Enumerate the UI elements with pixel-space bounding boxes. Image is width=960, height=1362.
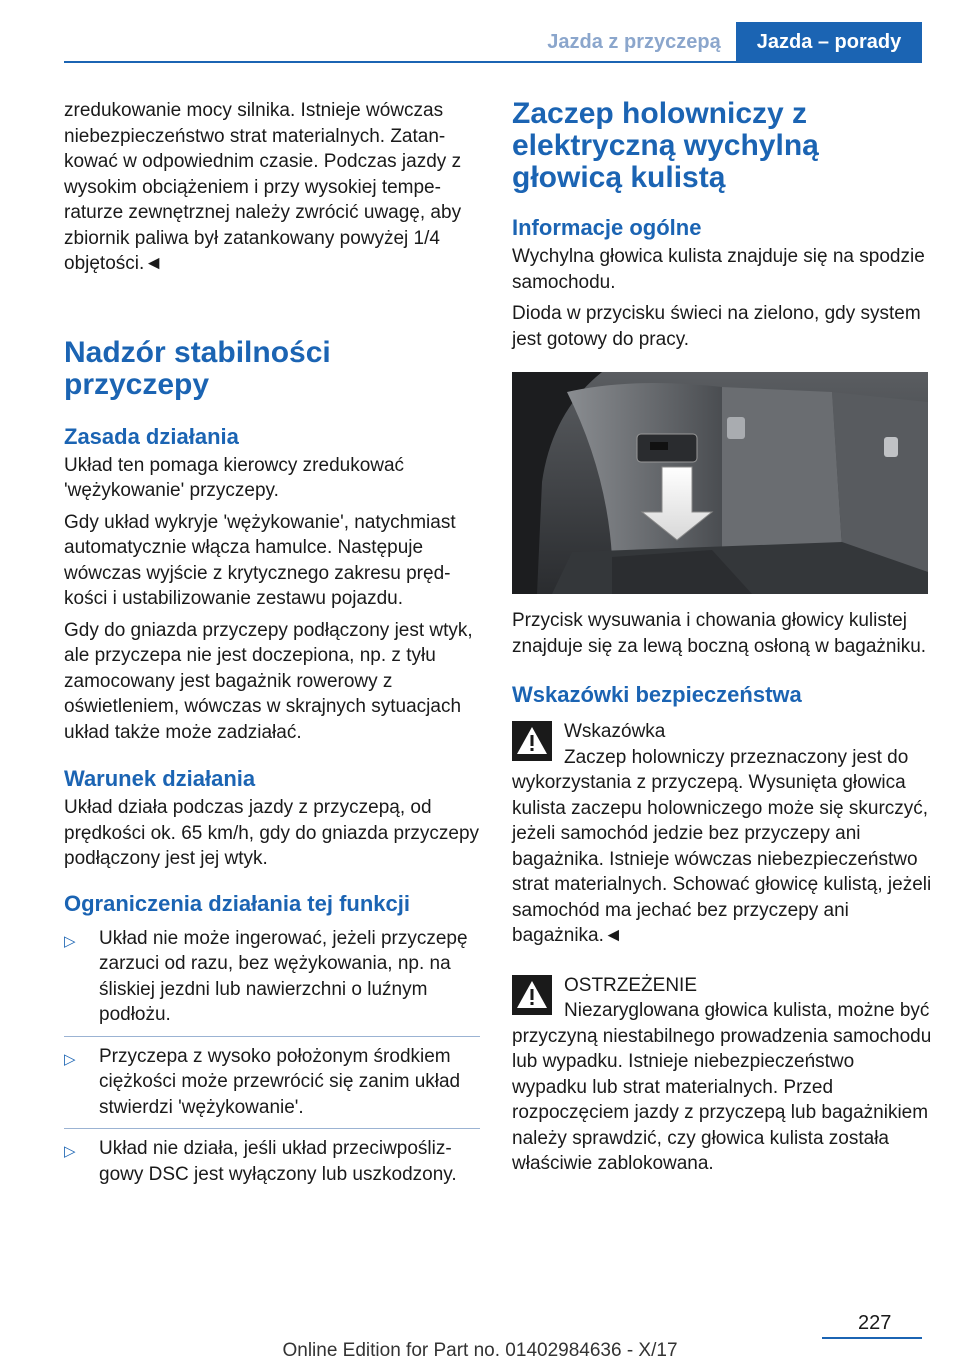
info-paragraph-1: Wychylna głowica kulista znajduje się na spodzie samochodu. (512, 246, 925, 293)
heading-principle: Zasada działania (64, 423, 239, 449)
list-item-text: Przyczepa z wysoko położonym środkiem ciężkości może przewrócić się zanim układ stwierdzi 'wężykowanie'. (99, 1045, 461, 1118)
warning-triangle-icon (512, 721, 552, 761)
bullet-triangle-icon: ▷ (64, 932, 76, 950)
list-divider (64, 1128, 480, 1129)
heading-general-info: Informacje ogólne (512, 215, 702, 240)
heading-safety: Wskazówki bezpieczeństwa (512, 682, 802, 707)
bullet-triangle-icon: ▷ (64, 1143, 76, 1160)
info-paragraph-2: Dioda w przycisku świeci na zielono, gdy system jest gotowy do pracy. (512, 303, 921, 350)
footer-rule (822, 1337, 922, 1339)
warning-note-label: Wskazówka (564, 721, 666, 742)
section-title-tow-hitch: Zaczep holowniczy z elektryczną wychylną głowicą kulistą (512, 97, 819, 194)
heading-limitations: Ograniczenia działania tej funkcji (64, 890, 410, 916)
condition-paragraph: Układ działa podczas jazdy z przyczepą, od prędkości ok. 65 km/h, gdy do gniazda przyczepy podłączony jest jej wtyk. (64, 797, 480, 869)
principle-paragraph-2: Gdy układ wykryje 'wężykowanie', natychmiast automatycznie włącza hamulce. Następuje wówczas wyjście z krytycznego zakresu prędkości i ustabilizowanie zestawu pojazdu. (64, 511, 456, 609)
list-item-text: Układ nie może ingerować, jeżeli przyczepę zarzuci od razu, bez wężykowania, np. na śliskiej jezdni lub nawierzchni o luźnym podłożu. (99, 927, 468, 1025)
limitations-list (64, 926, 480, 1188)
list-divider (64, 1036, 480, 1037)
header-tab-trailer[interactable] (532, 22, 736, 62)
left-column (64, 98, 480, 1187)
warning-note-text-content: Zaczep holowniczy przeznaczony jest do wykorzystania z przyczepą. Wysunięta głowica kulista zaczepu holowniczego może się skurczyć, jeżeli samochód jedzie bez przyczepy ani bagażnika. Istnieje wówczas niebezpieczeństwo strat materialnych. Schować głowicę kulistą, jeżeli samochód ma jechać bez przyczepy ani bagażnika.◄ (512, 746, 932, 946)
list-item (64, 1136, 480, 1187)
section-title-stability: Nadzór stabilności przyczepy (64, 335, 331, 401)
warning-danger-label: OSTRZEŻENIE (564, 974, 698, 996)
heading-condition: Warunek działania (64, 766, 256, 791)
principle-paragraph-1: Układ ten pomaga kierowcy zredukować 'wężykowanie' przyczepy. (64, 454, 405, 501)
header-tab-driving-tips-label: Jazda – porady (756, 30, 902, 53)
warning-danger-text (512, 998, 932, 1177)
warning-danger (512, 973, 932, 1177)
list-item (64, 926, 480, 1028)
header-rule (64, 61, 922, 63)
warning-note-text (512, 745, 932, 949)
footer-edition: Online Edition for Part no. 01402984636 - X/17 (282, 1340, 678, 1361)
principle-paragraph-3: Gdy do gniazda przyczepy podłączony jest wtyk, ale przyczepa nie jest doczepiona, np. z tyłu zamocowany jest bagażnik rowerowy z oświetleniem, wówczas w skrajnych sytuacjach układ także może zadziałać. (64, 619, 473, 743)
right-column (512, 98, 932, 1177)
list-item-text: Układ nie działa, jeśli układ przeciwpoślizgowy DSC jest wyłączony lub uszkodzony. (99, 1138, 457, 1185)
page-number: 227 (858, 1312, 892, 1334)
list-item (64, 1044, 480, 1121)
warning-triangle-icon (512, 975, 552, 1015)
photo-caption: Przycisk wysuwania i chowania głowicy kulistej znajduje się za lewą boczną osłoną w bagażniku. (512, 610, 927, 657)
warning-danger-text-content: Niezaryglowana głowica kulista, możne być przyczyną niestabilnego prowadzenia samochodu lub wypadku. Istnieje niebezpieczeństwo wypadku lub strat materialnych. Przed rozpoczęciem jazdy z przyczepą lub bagażnikiem należy sprawdzić, czy głowica kulista została właściwie zablokowana. (512, 1000, 932, 1174)
bullet-triangle-icon: ▷ (64, 1050, 76, 1068)
warning-note (512, 719, 932, 949)
intro-paragraph: zredukowanie mocy silnika. Istnieje wówczas niebezpieczeństwo strat materialnych. Zatankować w odpowiednim czasie. Podczas jazdy z wysokim obciążeniem i przy wysokiej temperaturze zewnętrznej należy zwrócić uwagę, aby zbiornik paliwa był zatankowany powyżej 1/4 objętości.◄ (64, 100, 462, 274)
trunk-photo-illustration (512, 372, 928, 594)
header-tab-driving-tips[interactable] (736, 22, 922, 62)
trunk-photo (512, 372, 928, 594)
header-tab-trailer-label: Jazda z przyczepą (547, 30, 721, 53)
